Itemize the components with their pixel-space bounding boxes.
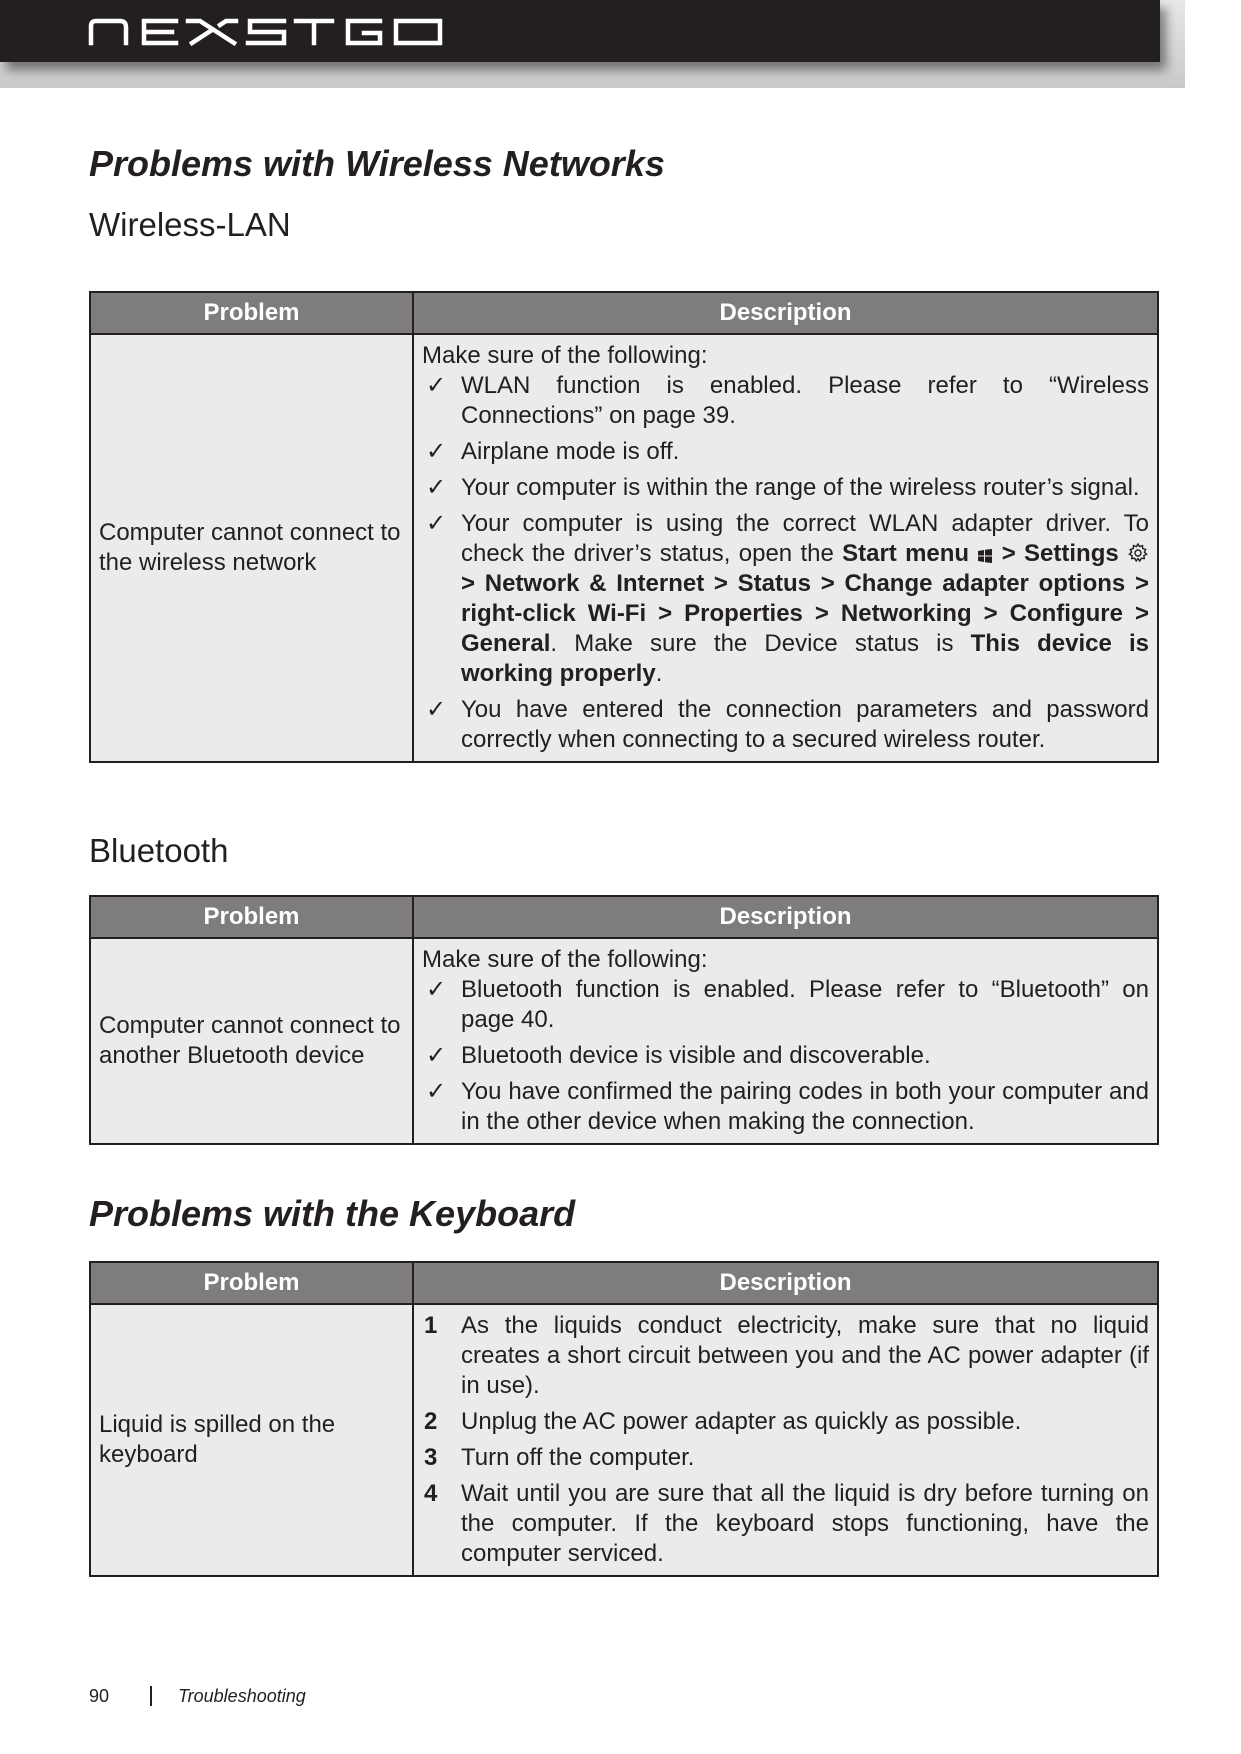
section-title-wireless: Problems with Wireless Networks (89, 143, 665, 184)
description-cell (413, 1304, 1158, 1576)
list-item (422, 975, 1149, 1035)
list-item-text: Airplane mode is off. (461, 438, 680, 465)
step-number: 4 (424, 1480, 438, 1507)
col-header-description: Description (413, 292, 1158, 334)
check-icon: ✓ (426, 696, 447, 723)
list-item-text: . (655, 660, 663, 687)
numbered-list (422, 1311, 1149, 1569)
col-header-description: Description (413, 1262, 1158, 1304)
list-item-text: Bluetooth function is enabled. Please refer to “Bluetooth” on page 40. (461, 976, 1149, 1033)
header-bar (0, 0, 1160, 62)
table-row (90, 938, 1158, 1144)
problem-cell: Computer cannot connect to another Bluetooth device (90, 938, 413, 1144)
footer-divider (150, 1686, 152, 1706)
col-header-problem: Problem (90, 896, 413, 938)
list-item (422, 1311, 1149, 1401)
check-icon: ✓ (426, 474, 447, 501)
bluetooth-table (89, 895, 1159, 1145)
check-icon: ✓ (426, 1042, 447, 1069)
settings-label: > Settings (993, 540, 1119, 567)
list-item-text: You have confirmed the pairing codes in both your computer and in the other device when making the connection. (461, 1078, 1149, 1135)
list-item (422, 371, 1149, 431)
list-item-text: Bluetooth device is visible and discoverable. (461, 1042, 931, 1069)
list-item (422, 473, 1149, 503)
keyboard-table (89, 1261, 1159, 1577)
list-item-text: Wait until you are sure that all the liquid is dry before turning on the computer. If the keyboard stops functioning, have the computer serviced. (461, 1480, 1149, 1567)
check-icon: ✓ (426, 372, 447, 399)
step-number: 1 (424, 1312, 438, 1339)
nexstgo-logo (88, 16, 448, 46)
section-title-keyboard: Problems with the Keyboard (89, 1193, 576, 1234)
gear-icon (1127, 542, 1149, 564)
step-number: 2 (424, 1408, 438, 1435)
col-header-problem: Problem (90, 1262, 413, 1304)
list-item (422, 1443, 1149, 1473)
list-item (422, 1407, 1149, 1437)
check-icon: ✓ (426, 1078, 447, 1105)
list-item-text: WLAN function is enabled. Please refer to “Wireless Connections” on page 39. (461, 372, 1149, 429)
list-item (422, 509, 1149, 689)
check-list (422, 371, 1149, 755)
start-menu-label: Start menu (842, 540, 970, 567)
settings-path: > Network & Internet > Status > Change adapter options > right-click Wi-Fi > Properties > Networking > Configure > General (461, 570, 1149, 657)
list-item (422, 695, 1149, 755)
check-icon: ✓ (426, 510, 447, 537)
list-item (422, 1479, 1149, 1569)
description-intro: Make sure of the following: (422, 342, 708, 369)
problem-cell: Computer cannot connect to the wireless network (90, 334, 413, 762)
subtitle-wlan: Wireless-LAN (89, 206, 291, 243)
col-header-description: Description (413, 896, 1158, 938)
wlan-table (89, 291, 1159, 763)
list-item-text: You have entered the connection parameters and password correctly when connecting to a secured wireless router. (461, 696, 1149, 753)
check-list (422, 975, 1149, 1137)
list-item-text: Your computer is using the correct WLAN adapter driver. To check the driver’s status, open the (461, 510, 1149, 567)
step-number: 3 (424, 1444, 438, 1471)
list-item-text: . Make sure the Device status is (550, 630, 971, 657)
list-item (422, 1041, 1149, 1071)
list-item-text: Turn off the computer. (461, 1444, 695, 1471)
check-icon: ✓ (426, 438, 447, 465)
description-intro: Make sure of the following: (422, 946, 708, 973)
col-header-problem: Problem (90, 292, 413, 334)
list-item-text: As the liquids conduct electricity, make sure that no liquid creates a short circuit between you and the AC power adapter (if in use). (461, 1312, 1149, 1399)
list-item-text: Your computer is within the range of the wireless router’s signal. (461, 474, 1140, 501)
device-status-text: This device is working properly (461, 630, 1150, 687)
footer-section: Troubleshooting (178, 1686, 306, 1706)
table-row (90, 1304, 1158, 1576)
table-row (90, 334, 1158, 762)
problem-cell: Liquid is spilled on the keyboard (90, 1304, 413, 1576)
subtitle-bluetooth: Bluetooth (89, 832, 229, 869)
list-item (422, 1077, 1149, 1137)
page-number: 90 (89, 1686, 110, 1706)
list-item-text: Unplug the AC power adapter as quickly as possible. (461, 1408, 1022, 1435)
list-item (422, 437, 1149, 467)
description-cell (413, 334, 1158, 762)
check-icon: ✓ (426, 976, 447, 1003)
description-cell (413, 938, 1158, 1144)
windows-start-icon (977, 548, 993, 564)
